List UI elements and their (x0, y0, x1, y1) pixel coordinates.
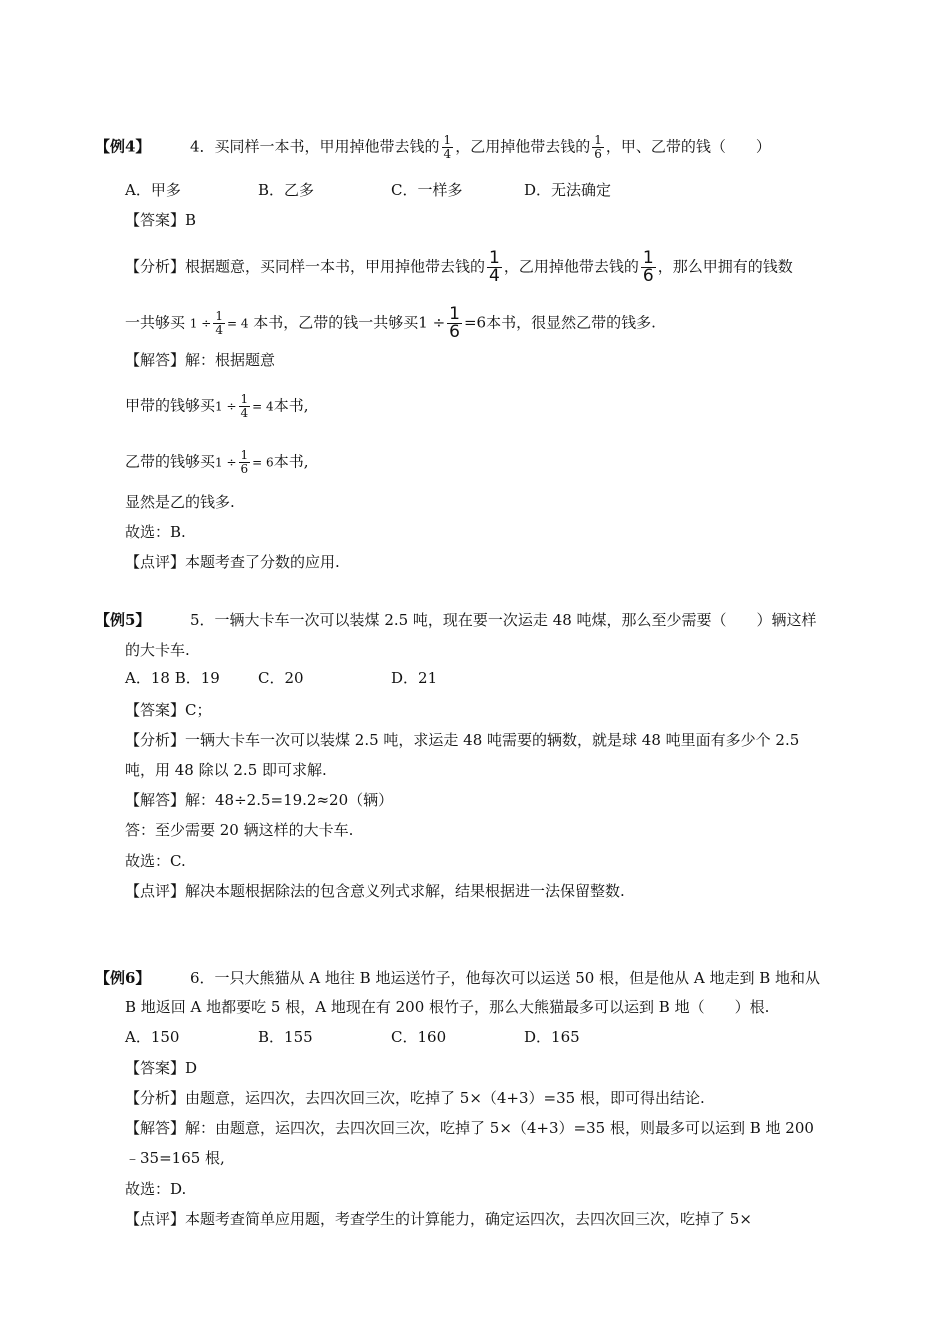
ex5-answer: 【答案】C； (125, 701, 212, 719)
ex4-analysis-fraction-1-6-big: $\frac{1}{6}$ (449, 304, 460, 342)
ex4-analysis-fraction-1-6: $\frac{1}{6}$ (642, 248, 654, 286)
ex4-review: 【点评】本题考查了分数的应用. (125, 553, 340, 571)
ex4-solution-fraction-1-6: $\frac{1}{6}$ (240, 448, 249, 476)
ex4-solution-line2: 乙带的钱够买1 ÷ $\frac{1}{6}$ = 6本书, (125, 448, 309, 476)
ex4-solution: 【解答】解：根据题意 (125, 351, 276, 369)
ex5-option-ab: A．18 B．19 (125, 669, 220, 687)
ex4-analysis-fraction-1-4: $\frac{1}{4}$ (489, 248, 500, 286)
ex5-option-c: C．20 (258, 669, 304, 687)
ex5-choice: 故选：C. (125, 852, 186, 870)
ex6-option-c: C．160 (391, 1028, 447, 1046)
ex4-choice: 故选：B. (125, 523, 186, 541)
ex4-analysis-line1: 【分析】根据题意，买同样一本书，甲用掉他带去钱的 $\frac{1}{4}$ ，乙用掉他带去钱的 $\frac{1}{6}$ ，那么甲拥有的钱数 (125, 248, 793, 286)
ex6-question-line2: B 地返回 A 地都要吃 5 根，A 地现在有 200 根竹子，那么大熊猫最多可以运到 B 地（ ）根. (125, 998, 770, 1016)
ex5-analysis-line2: 吨，用 48 除以 2.5 即可求解. (125, 761, 327, 779)
ex4-option-b: B．乙多 (258, 181, 315, 199)
ex4-options (125, 180, 611, 200)
ex5-answer-statement: 答：至少需要 20 辆这样的大卡车. (125, 821, 354, 839)
ex6-options (125, 1027, 580, 1047)
ex6-solution-line2: ﹣35=165 根, (125, 1149, 225, 1167)
ex4-option-c: C．一样多 (391, 181, 463, 199)
ex6-tag: 【例6】 (95, 969, 151, 987)
ex4-q-part-a: 4．买同样一本书，甲用掉他带去钱的 (190, 137, 440, 156)
ex5-tag: 【例5】 (95, 611, 151, 629)
ex4-solution-line1: 甲带的钱够买1 ÷ $\frac{1}{4}$ = 4本书, (125, 392, 309, 420)
ex6-solution-line1: 【解答】解：由题意，运四次，去四次回三次，吃掉了 5×（4+3）=35 根，则最多可以运到 B 地 200 (125, 1119, 814, 1137)
ex4-tag: 【例4】 (95, 137, 151, 156)
ex4-question (95, 134, 771, 161)
ex5-options (125, 668, 437, 688)
ex4-fraction-1-4: $\frac{1}{4}$ (443, 133, 452, 161)
ex6-review: 【点评】本题考查简单应用题，考查学生的计算能力，确定运四次，去四次回三次，吃掉了 5× (125, 1210, 752, 1228)
ex4-analysis-fraction-1-4-small: $\frac{1}{4}$ (215, 309, 223, 337)
ex4-solution-line3: 显然是乙的钱多. (125, 493, 235, 511)
ex4-analysis-line2: 一共够买 1 ÷ $\frac{1}{4}$ = 4 本书，乙带的钱一共够买1 ÷ $\frac{1}{6}$ =6本书，很显然乙带的钱多. (125, 304, 656, 342)
ex4-q-part-b: ，乙用掉他带去钱的 (455, 137, 591, 156)
ex6-option-d: D．165 (524, 1028, 580, 1046)
ex4-fraction-1-6: $\frac{1}{6}$ (594, 133, 602, 161)
ex6-analysis: 【分析】由题意，运四次，去四次回三次，吃掉了 5×（4+3）=35 根，即可得出结论. (125, 1089, 705, 1107)
ex6-choice: 故选：D. (125, 1180, 187, 1198)
ex5-solution: 【解答】解：48÷2.5=19.2≈20（辆） (125, 791, 394, 809)
ex6-option-a: A．150 (125, 1028, 180, 1046)
ex5-review: 【点评】解决本题根据除法的包含意义列式求解，结果根据进一法保留整数. (125, 882, 625, 900)
ex5-question-line2: 的大卡车. (125, 641, 190, 659)
ex6-option-b: B．155 (258, 1028, 313, 1046)
ex6-question-line1: 【例6】 6．一只大熊猫从 A 地往 B 地运送竹子，他每次可以运送 50 根，但是他从 A 地走到 B 地和从 (95, 969, 821, 987)
ex5-question-line1: 【例5】 5．一辆大卡车一次可以装煤 2.5 吨，现在要一次运走 48 吨煤，那么至少需要（ ）辆这样 (95, 611, 817, 629)
ex4-option-d: D．无法确定 (524, 181, 612, 199)
ex5-option-d: D．21 (391, 669, 438, 687)
ex5-analysis-line1: 【分析】一辆大卡车一次可以装煤 2.5 吨，求运走 48 吨需要的辆数，就是球 48 吨里面有多少个 2.5 (125, 731, 800, 749)
ex4-answer: 【答案】B (125, 211, 197, 229)
ex6-answer: 【答案】D (125, 1059, 198, 1077)
ex4-option-a: A．甲多 (125, 181, 181, 199)
ex4-solution-fraction-1-4: $\frac{1}{4}$ (240, 392, 249, 420)
ex4-q-part-c: ，甲、乙带的钱（ ） (605, 137, 771, 156)
